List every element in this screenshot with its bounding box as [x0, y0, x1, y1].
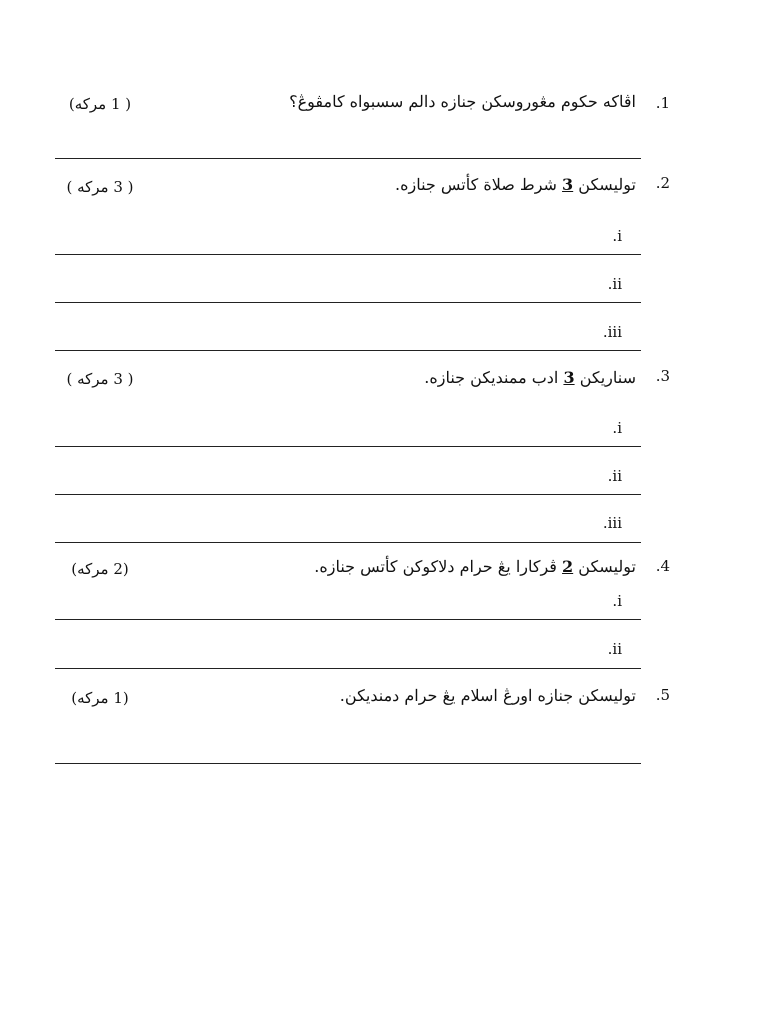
question-3-sub-iii: .iii [602, 514, 622, 532]
question-5-marks: (1 مركه) [71, 689, 129, 707]
question-4-sub-ii: .ii [607, 640, 622, 658]
answer-line [55, 446, 641, 447]
question-2-text-after: شرط صلاة كأتس جنازه. [395, 175, 557, 194]
question-2-number: .2 [655, 174, 670, 192]
question-1-number: .1 [655, 94, 670, 112]
answer-line [55, 763, 641, 764]
question-4-text-before: توليسكن [578, 557, 636, 576]
question-1-text: اڤاكه حكوم مڠوروسكن جنازه دالم سسبواه كامڤوڠ؟ [289, 92, 636, 111]
question-3-text-before: سناريكن [579, 368, 636, 387]
answer-line [55, 254, 641, 255]
answer-line [55, 158, 641, 159]
question-3-sub-ii: .ii [607, 467, 622, 485]
answer-line [55, 542, 641, 543]
question-4-text-after: ڤركارا يڠ حرام دلاكوكن كأتس جنازه. [314, 557, 557, 576]
question-2-sub-i: .i [612, 227, 622, 245]
question-2-text [395, 175, 636, 194]
question-4-marks: (2 مركه) [71, 560, 129, 578]
answer-line [55, 494, 641, 495]
question-2-sub-iii: .iii [602, 323, 622, 341]
answer-line [55, 668, 641, 669]
question-5-text: توليسكن جنازه اورڠ اسلام يڠ حرام دمنديكن. [339, 686, 636, 705]
question-5-number: .5 [655, 686, 670, 704]
question-3-marks: ( 3 مركه ) [66, 370, 134, 388]
question-4-number: .4 [655, 557, 670, 575]
question-2-marks: ( 3 مركه ) [66, 178, 134, 196]
question-3-count: 3 [563, 368, 575, 387]
question-4-count: 2 [562, 557, 574, 576]
answer-line [55, 350, 641, 351]
question-4-sub-i: .i [612, 592, 622, 610]
question-3-text-after: ادب ممنديكن جنازه. [424, 368, 559, 387]
question-2-sub-ii: .ii [607, 275, 622, 293]
answer-line [55, 619, 641, 620]
question-3-text [424, 368, 636, 387]
answer-line [55, 302, 641, 303]
question-2-count: 3 [562, 175, 574, 194]
question-1-marks: ( 1 مركه) [68, 95, 132, 113]
question-4-text [314, 557, 636, 576]
question-3-number: .3 [655, 367, 670, 385]
question-2-text-before: توليسكن [578, 175, 636, 194]
question-3-sub-i: .i [612, 419, 622, 437]
